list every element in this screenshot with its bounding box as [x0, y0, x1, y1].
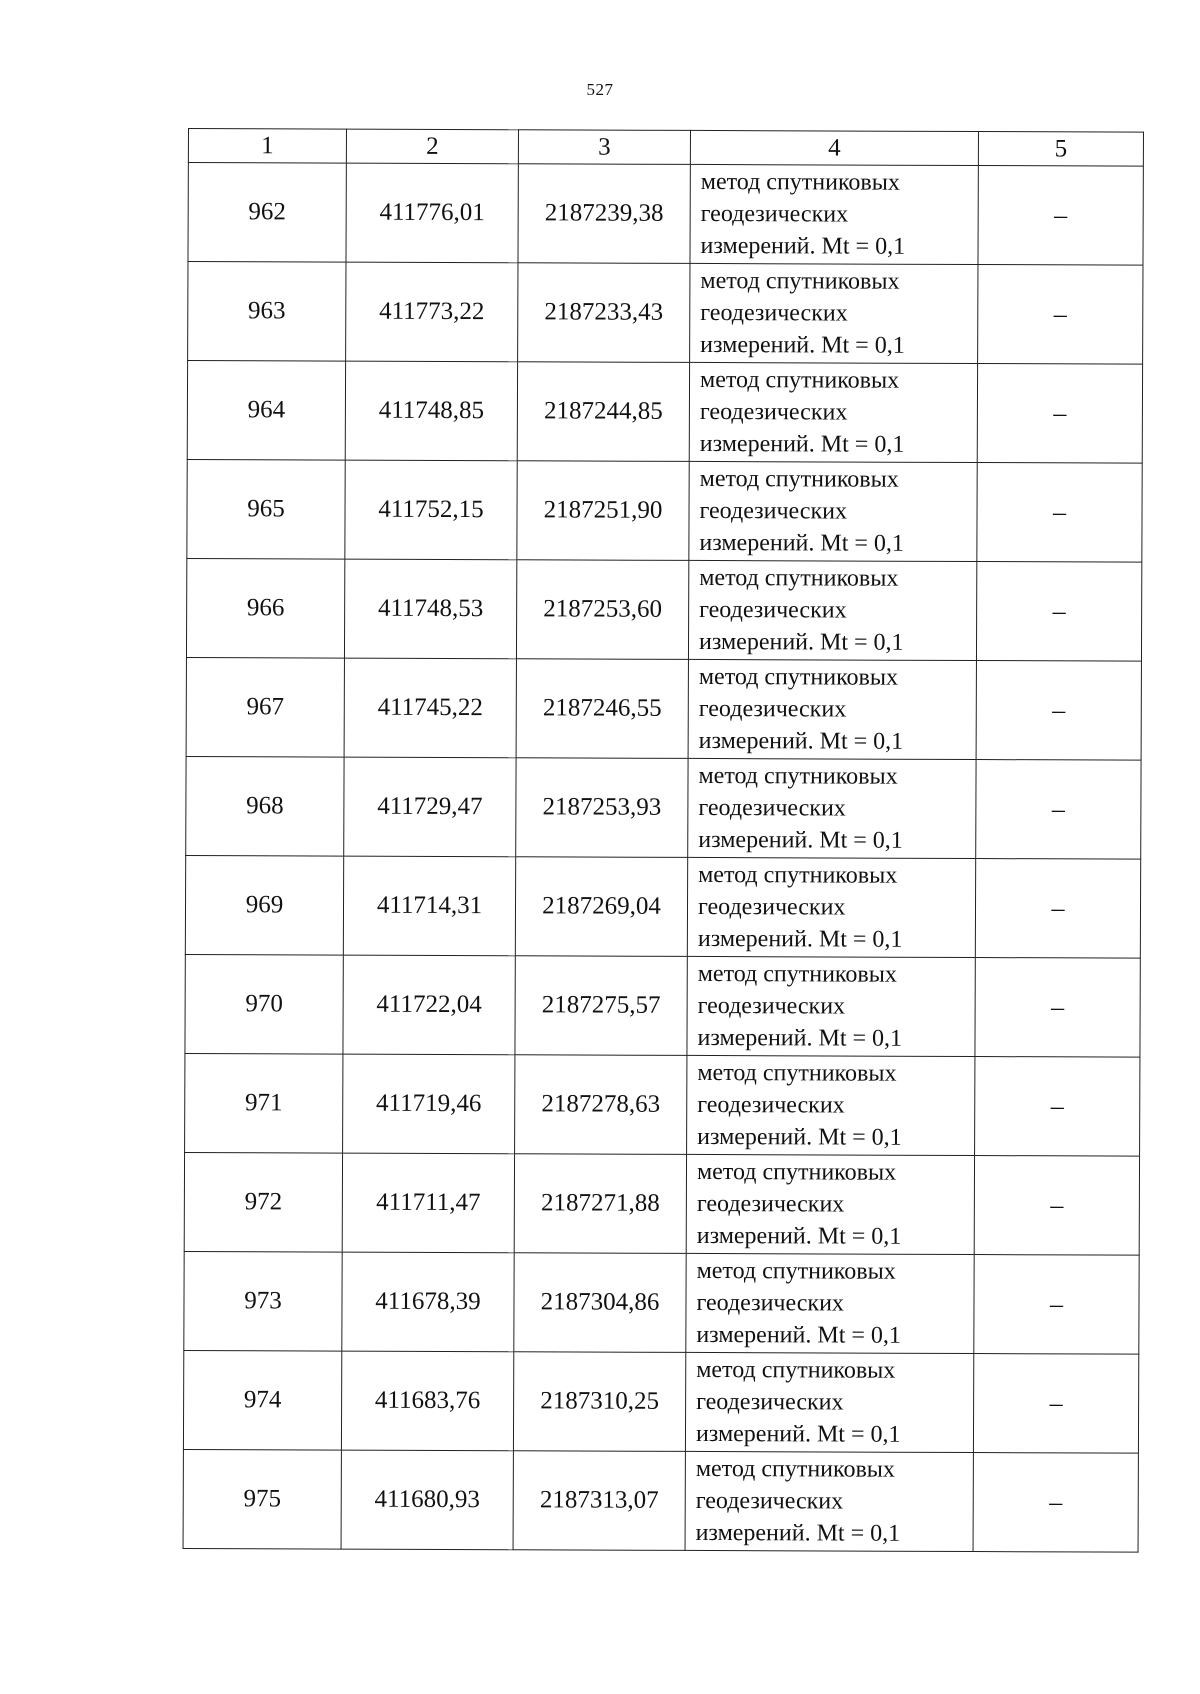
method-line: геодезических [696, 1289, 844, 1317]
method-cell [690, 263, 978, 363]
method-line: метод спутниковых [699, 564, 899, 592]
coordinate-y-cell: 2187239,38 [518, 164, 690, 264]
coordinate-y-cell: 2187244,85 [517, 362, 689, 462]
coordinate-x-cell: 411729,47 [344, 757, 516, 857]
method-cell [689, 362, 977, 462]
header-row [188, 129, 1143, 167]
coordinate-x-cell: 411748,85 [345, 361, 517, 461]
note-cell: – [975, 859, 1140, 959]
method-line: измерений. Mt = 0,1 [698, 628, 904, 656]
note-cell: – [975, 1057, 1140, 1157]
coordinate-x-cell: 411776,01 [346, 163, 518, 263]
note-cell: – [978, 166, 1143, 266]
method-line: измерений. Mt = 0,1 [699, 529, 905, 557]
coordinate-y-cell: 2187271,88 [514, 1154, 686, 1254]
note-cell: – [978, 265, 1143, 365]
point-number-cell: 962 [188, 163, 346, 263]
method-line: измерений. Mt = 0,1 [697, 1123, 902, 1151]
method-cell [690, 164, 978, 264]
point-number-cell: 974 [183, 1350, 341, 1450]
header-cell-2: 2 [346, 129, 518, 164]
method-line: метод спутниковых [699, 465, 899, 493]
point-number-cell: 963 [188, 262, 346, 362]
method-cell [688, 560, 976, 660]
header-cell-3: 3 [518, 130, 690, 165]
table-row [186, 657, 1141, 760]
method-line: геодезических [698, 695, 847, 723]
coordinate-y-cell: 2187278,63 [515, 1055, 687, 1155]
method-cell [688, 659, 976, 759]
note-cell: – [977, 364, 1142, 464]
note-cell: – [974, 1156, 1139, 1256]
method-line: измерений. Mt = 0,1 [700, 232, 906, 260]
coordinate-y-cell: 2187269,04 [515, 857, 687, 957]
coordinate-y-cell: 2187253,60 [516, 560, 688, 660]
coordinate-x-cell: 411678,39 [342, 1252, 514, 1352]
coordinate-y-cell: 2187246,55 [516, 659, 688, 759]
point-number-cell: 964 [187, 361, 345, 461]
method-cell [687, 1055, 975, 1155]
table-header [188, 129, 1143, 167]
method-cell [685, 1352, 973, 1452]
point-number-cell: 969 [185, 855, 343, 955]
coordinate-y-cell: 2187310,25 [513, 1352, 685, 1452]
method-line: измерений. Mt = 0,1 [699, 430, 905, 458]
method-line: метод спутниковых [696, 1257, 896, 1285]
method-line: метод спутниковых [697, 1059, 897, 1087]
method-line: метод спутниковых [698, 861, 898, 889]
method-line: геодезических [698, 794, 846, 822]
note-cell: – [977, 463, 1142, 563]
point-number-cell: 967 [186, 657, 344, 757]
point-number-cell: 968 [186, 756, 344, 856]
method-line: метод спутниковых [696, 1158, 897, 1186]
note-cell: – [974, 1255, 1139, 1355]
method-line: метод спутниковых [697, 960, 897, 988]
method-cell [687, 857, 975, 957]
method-cell [689, 461, 977, 561]
note-cell: – [973, 1453, 1138, 1553]
method-line: измерений. Mt = 0,1 [696, 1321, 901, 1349]
point-number-cell: 973 [184, 1251, 342, 1351]
method-line: метод спутниковых [695, 1455, 896, 1483]
method-line: метод спутниковых [698, 762, 898, 790]
table-row [185, 1053, 1140, 1156]
method-line: метод спутниковых [700, 168, 900, 196]
method-line: измерений. Mt = 0,1 [697, 1024, 903, 1052]
point-number-cell: 972 [184, 1152, 342, 1252]
coordinate-x-cell: 411748,53 [344, 559, 516, 659]
table-row [187, 361, 1142, 464]
method-cell [686, 1253, 974, 1353]
header-cell-1: 1 [188, 129, 346, 164]
coordinate-y-cell: 2187233,43 [518, 263, 690, 363]
note-cell: – [975, 958, 1140, 1058]
method-line: измерений. Mt = 0,1 [695, 1519, 901, 1547]
coordinate-x-cell: 411680,93 [341, 1450, 513, 1550]
method-line: метод спутниковых [696, 1356, 896, 1384]
coordinate-y-cell: 2187275,57 [515, 956, 687, 1056]
table-row [186, 558, 1141, 661]
coordinate-x-cell: 411719,46 [343, 1054, 515, 1154]
note-cell: – [973, 1354, 1138, 1454]
coordinate-y-cell: 2187304,86 [514, 1253, 686, 1353]
note-cell: – [976, 760, 1141, 860]
method-line: геодезических [699, 596, 847, 624]
method-line: геодезических [699, 398, 848, 426]
table-row [186, 756, 1141, 859]
method-line: геодезических [697, 1091, 845, 1119]
method-line: геодезических [697, 893, 846, 921]
method-line: измерений. Mt = 0,1 [698, 826, 903, 854]
coordinate-x-cell: 411722,04 [343, 955, 515, 1055]
method-line: геодезических [695, 1487, 844, 1515]
coordinate-x-cell: 411683,76 [341, 1351, 513, 1451]
table-row [183, 1350, 1138, 1453]
point-number-cell: 970 [185, 954, 343, 1054]
method-line: метод спутниковых [700, 267, 900, 295]
note-cell: – [976, 562, 1141, 662]
table-row [188, 262, 1143, 365]
point-number-cell: 966 [186, 558, 344, 658]
method-line: геодезических [700, 200, 849, 228]
coordinate-x-cell: 411773,22 [346, 262, 518, 362]
note-cell: – [976, 661, 1141, 761]
method-line: измерений. Mt = 0,1 [700, 331, 905, 359]
method-line: измерений. Mt = 0,1 [695, 1420, 901, 1448]
table-body [183, 163, 1143, 1553]
method-cell [688, 758, 976, 858]
method-line: геодезических [696, 1190, 845, 1218]
coordinate-x-cell: 411745,22 [344, 658, 516, 758]
method-cell [686, 1154, 974, 1254]
method-line: геодезических [699, 497, 848, 525]
table-row [185, 855, 1140, 958]
coordinate-y-cell: 2187251,90 [517, 461, 689, 561]
point-number-cell: 971 [185, 1053, 343, 1153]
page-number: 527 [586, 80, 614, 99]
header-cell-5: 5 [978, 132, 1143, 167]
method-line: метод спутниковых [699, 366, 900, 394]
coordinate-y-cell: 2187313,07 [513, 1451, 685, 1551]
coordinate-y-cell: 2187253,93 [516, 758, 688, 858]
method-line: геодезических [696, 1388, 844, 1416]
method-line: метод спутниковых [698, 663, 899, 691]
method-line: геодезических [700, 299, 848, 327]
table-row [185, 954, 1140, 1057]
method-line: геодезических [697, 992, 846, 1020]
coordinate-x-cell: 411752,15 [345, 460, 517, 560]
coordinates-table [183, 128, 1144, 1553]
method-line: измерений. Mt = 0,1 [698, 727, 904, 755]
table-row [184, 1251, 1139, 1354]
coordinate-x-cell: 411711,47 [342, 1153, 514, 1253]
point-number-cell: 965 [187, 459, 345, 559]
table-row [188, 163, 1143, 266]
point-number-cell: 975 [183, 1449, 341, 1549]
method-cell [687, 956, 975, 1056]
header-cell-4: 4 [690, 130, 978, 165]
table-row [187, 459, 1142, 562]
method-line: измерений. Mt = 0,1 [697, 925, 903, 953]
coordinate-x-cell: 411714,31 [343, 856, 515, 956]
method-line: измерений. Mt = 0,1 [696, 1222, 902, 1250]
table-row [183, 1449, 1138, 1552]
table-row [184, 1152, 1139, 1255]
method-cell [685, 1451, 973, 1551]
